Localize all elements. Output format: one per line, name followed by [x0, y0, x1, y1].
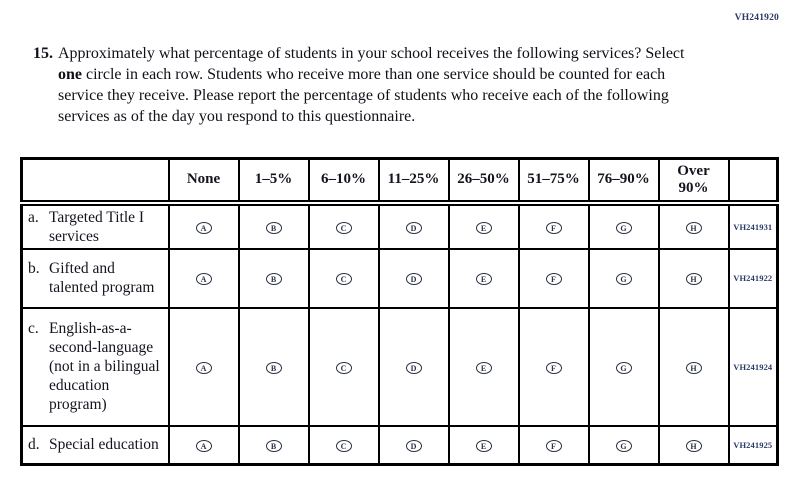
table-body [22, 203, 778, 465]
option-cell-d-d [379, 426, 449, 465]
option-cell-b-f [519, 249, 589, 308]
col-header-6-10: 6–10% [309, 159, 379, 203]
response-bubble-c-b[interactable]: B [266, 362, 282, 374]
option-cell-d-f [519, 426, 589, 465]
response-bubble-d-f[interactable]: F [546, 440, 562, 452]
option-cell-c-d [379, 308, 449, 426]
question-segment: Approximately what percentage of students in your school receives the following services? Select [58, 45, 685, 62]
response-bubble-d-h[interactable]: H [686, 440, 702, 452]
response-bubble-a-b[interactable]: B [266, 222, 282, 234]
response-bubble-a-g[interactable]: G [616, 222, 632, 234]
option-cell-d-g [589, 426, 659, 465]
row-letter: c. [28, 320, 39, 337]
col-header-none: None [169, 159, 239, 203]
question-segment: circle in each row. Students who receive more than one service should be counted for each service they receive. Please report the percentage of students who receive each of the following services as of the day you respond to this questionnaire. [58, 66, 669, 125]
col-header-26-50: 26–50% [449, 159, 519, 203]
option-cell-a-b [239, 203, 309, 249]
table-row-c [22, 308, 778, 426]
option-cell-c-e [449, 308, 519, 426]
item-code-a: VH241931 [729, 203, 778, 249]
response-bubble-d-b[interactable]: B [266, 440, 282, 452]
col-header-51-75: 51–75% [519, 159, 589, 203]
response-bubble-a-h[interactable]: H [686, 222, 702, 234]
option-cell-a-h [659, 203, 729, 249]
option-cell-d-b [239, 426, 309, 465]
response-bubble-c-g[interactable]: G [616, 362, 632, 374]
table-row-a [22, 203, 778, 249]
col-header-76-90: 76–90% [589, 159, 659, 203]
response-bubble-b-d[interactable]: D [406, 273, 422, 285]
option-cell-a-g [589, 203, 659, 249]
option-cell-b-a [169, 249, 239, 308]
row-label: Gifted and talented program [49, 260, 155, 296]
response-bubble-b-g[interactable]: G [616, 273, 632, 285]
option-cell-b-b [239, 249, 309, 308]
option-cell-d-h [659, 426, 729, 465]
response-bubble-b-f[interactable]: F [546, 273, 562, 285]
response-bubble-b-e[interactable]: E [476, 273, 492, 285]
question-bold-word: one [58, 66, 82, 83]
form-code: VH241920 [734, 13, 779, 23]
response-bubble-c-a[interactable]: A [196, 362, 212, 374]
response-bubble-c-f[interactable]: F [546, 362, 562, 374]
services-table [20, 157, 779, 466]
option-cell-a-a [169, 203, 239, 249]
row-label-cell-a [22, 203, 169, 249]
response-bubble-c-e[interactable]: E [476, 362, 492, 374]
row-letter: a. [28, 208, 39, 226]
row-label-cell-d [22, 426, 169, 465]
response-bubble-b-b[interactable]: B [266, 273, 282, 285]
option-cell-b-g [589, 249, 659, 308]
col-header-blank-code [729, 159, 778, 203]
response-bubble-a-d[interactable]: D [406, 222, 422, 234]
option-cell-a-c [309, 203, 379, 249]
option-cell-a-d [379, 203, 449, 249]
response-bubble-a-c[interactable]: C [336, 222, 352, 234]
question-text [58, 43, 693, 127]
col-header-11-25: 11–25% [379, 159, 449, 203]
option-cell-c-b [239, 308, 309, 426]
response-bubble-b-a[interactable]: A [196, 273, 212, 285]
option-cell-a-f [519, 203, 589, 249]
row-label: English-as-a-second-language (not in a bilingual education program) [49, 320, 160, 413]
item-code-c: VH241924 [729, 308, 778, 426]
row-letter: d. [28, 436, 40, 454]
response-bubble-c-d[interactable]: D [406, 362, 422, 374]
option-cell-a-e [449, 203, 519, 249]
col-header-over-90: Over 90% [659, 159, 729, 203]
option-cell-c-f [519, 308, 589, 426]
table-row-d [22, 426, 778, 465]
response-bubble-a-e[interactable]: E [476, 222, 492, 234]
option-cell-b-h [659, 249, 729, 308]
row-label-cell-b [22, 249, 169, 308]
row-label: Special education [49, 436, 159, 454]
row-label: Targeted Title I services [49, 208, 145, 245]
response-bubble-d-e[interactable]: E [476, 440, 492, 452]
response-bubble-d-a[interactable]: A [196, 440, 212, 452]
option-cell-c-g [589, 308, 659, 426]
item-code-d: VH241925 [729, 426, 778, 465]
option-cell-c-c [309, 308, 379, 426]
option-cell-c-h [659, 308, 729, 426]
option-cell-d-c [309, 426, 379, 465]
option-cell-b-c [309, 249, 379, 308]
response-bubble-c-h[interactable]: H [686, 362, 702, 374]
option-cell-b-e [449, 249, 519, 308]
option-cell-c-a [169, 308, 239, 426]
table-header-row [22, 159, 778, 203]
response-bubble-d-c[interactable]: C [336, 440, 352, 452]
option-cell-d-a [169, 426, 239, 465]
response-bubble-d-d[interactable]: D [406, 440, 422, 452]
response-bubble-b-h[interactable]: H [686, 273, 702, 285]
row-letter: b. [28, 260, 40, 277]
col-header-1-5: 1–5% [239, 159, 309, 203]
row-label-cell-c [22, 308, 169, 426]
response-bubble-c-c[interactable]: C [336, 362, 352, 374]
response-bubble-b-c[interactable]: C [336, 273, 352, 285]
response-bubble-d-g[interactable]: G [616, 440, 632, 452]
option-cell-d-e [449, 426, 519, 465]
table-row-b [22, 249, 778, 308]
item-code-b: VH241922 [729, 249, 778, 308]
col-header-blank-label [22, 159, 169, 203]
question-block [33, 43, 693, 127]
option-cell-b-d [379, 249, 449, 308]
response-bubble-a-a[interactable]: A [196, 222, 212, 234]
response-bubble-a-f[interactable]: F [546, 222, 562, 234]
question-number: 15. [33, 45, 53, 62]
